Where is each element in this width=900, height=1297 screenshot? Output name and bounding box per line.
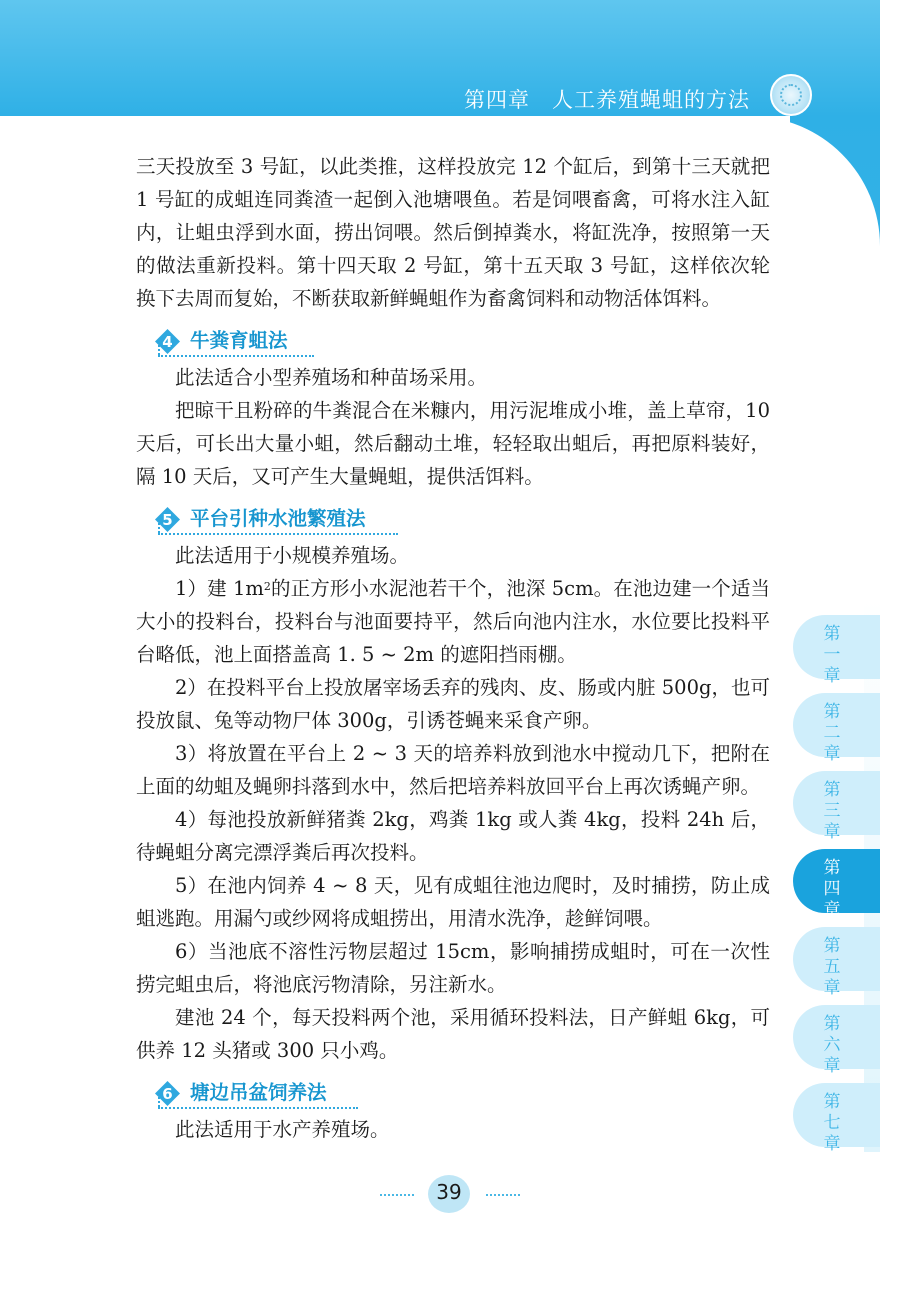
svg-text:4: 4 — [162, 333, 173, 351]
section-number-badge-icon — [154, 506, 181, 533]
section-title: 牛粪育蛆法 — [190, 329, 288, 352]
paragraph: 此法适用于水产养殖场。 — [175, 1118, 390, 1141]
header-band — [0, 0, 880, 116]
chapter-tab-6[interactable]: 第 六 章 — [793, 1005, 880, 1069]
paragraph: 5）在池内饲养 4 ~ 8 天，见有成蛆往池边爬时，及时捕捞，防止成蛆逃跑。用漏勺或纱网将成蛆捞出，用清水洗净，趁鲜饲喂。 — [136, 874, 770, 930]
chapter-running-title: 第四章 人工养殖蝇蛆的方法 — [464, 88, 750, 112]
paragraph: 把晾干且粉碎的牛粪混合在米糠内，用污泥堆成小堆，盖上草帘，10 天后，可长出大量小蛆，然后翻动土堆，轻轻取出蛆后，再把原料装好，隔 10 天后，又可产生大量蝇蛆，提供活饵料。 — [136, 399, 770, 488]
chapter-tab-4[interactable]: 第 四 章 — [793, 849, 880, 913]
section-number-badge-icon — [154, 1080, 181, 1107]
paragraph: 6）当池底不溶性污物层超过 15cm，影响捕捞成蛆时，可在一次性捞完蛆虫后，将池底污物清除，另注新水。 — [136, 940, 770, 996]
paragraph: 建池 24 个，每天投料两个池，采用循环投料法，日产鲜蛆 6kg，可供养 12 头猪或 300 只小鸡。 — [136, 1006, 770, 1062]
paragraph: 4）每池投放新鲜猪粪 2kg，鸡粪 1kg 或人粪 4kg，投料 24h 后，待蝇蛆分离完漂浮粪后再次投料。 — [136, 808, 770, 864]
svg-text:6: 6 — [162, 1085, 173, 1103]
emblem-icon — [770, 74, 812, 116]
paragraph: 2）在投料平台上投放屠宰场丢弃的残肉、皮、肠或内脏 500g，也可投放鼠、兔等动物尸体 300g，引诱苍蝇来采食产卵。 — [136, 676, 770, 732]
section-heading-6 — [136, 1073, 770, 1111]
chapter-tab-7[interactable]: 第 七 章 — [793, 1083, 880, 1147]
page-number: 39 — [436, 1180, 462, 1204]
paragraph: 此法适合小型养殖场和种苗场采用。 — [175, 366, 488, 389]
section-heading-5 — [136, 499, 770, 537]
paragraph: 1）建 $1m^2$的正方形小水泥池若干个，池深 5cm。在池边建一个适当大小的投料台，投料台与池面要持平，然后向池内注水，水位要比投料平台略低，池上面搭盖高 1. 5 ~ 2m 的遮阳挡雨棚。 — [136, 577, 770, 666]
chapter-tab-3[interactable]: 第 三 章 — [793, 771, 880, 835]
chapter-tab-2[interactable]: 第 二 章 — [793, 693, 880, 757]
section-title: 塘边吊盆饲养法 — [190, 1081, 327, 1104]
page-number-area — [380, 1175, 520, 1215]
svg-text:5: 5 — [162, 511, 173, 529]
page-body — [136, 150, 770, 1146]
section-title: 平台引种水池繁殖法 — [190, 507, 366, 530]
chapter-tab-1[interactable]: 第 一 章 — [793, 615, 880, 679]
section-number-badge-icon — [154, 328, 181, 355]
chapter-tab-5[interactable]: 第 五 章 — [793, 927, 880, 991]
section-heading-4 — [136, 321, 770, 359]
paragraph: 此法适用于小规模养殖场。 — [175, 544, 410, 567]
paragraph: 3）将放置在平台上 2 ~ 3 天的培养料放到池水中搅动几下，把附在上面的幼蛆及蝇卵抖落到水中，然后把培养料放回平台上再次诱蝇产卵。 — [136, 742, 770, 798]
intro-paragraph: 三天投放至 3 号缸，以此类推，这样投放完 12 个缸后，到第十三天就把 1 号缸的成蛆连同粪渣一起倒入池塘喂鱼。若是饲喂畜禽，可将水注入缸内，让蛆虫浮到水面，捞出饲喂。然后倒掉粪水，将缸洗净，按照第一天的做法重新投料。第十四天取 2 号缸，第十五天取 3 号缸，这样依次轮换下去周而复始，不断获取新鲜蝇蛆作为畜禽饲料和动物活体饵料。 — [136, 155, 770, 310]
page-number-badge — [428, 1175, 470, 1213]
